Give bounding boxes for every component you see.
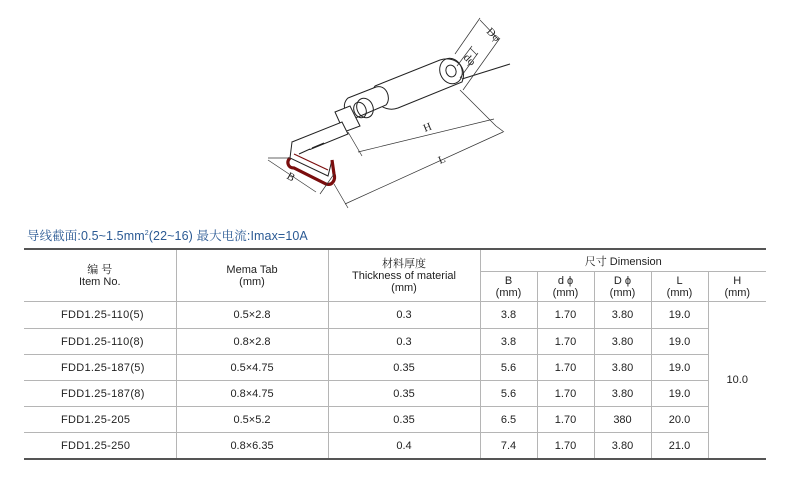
cell-item: FDD1.25-110(5) — [24, 302, 176, 329]
wire-spec-current: (22~16) 最大电流:Imax=10A — [148, 229, 308, 243]
header-L-label: L — [676, 274, 683, 287]
cell-d: 1.70 — [537, 433, 594, 460]
wire-spec-range: 导线截面:0.5~1.5mm — [27, 229, 145, 243]
cell-item: FDD1.25-187(8) — [24, 381, 176, 407]
header-tab-label: Mema Tab — [226, 263, 278, 276]
header-thickness — [328, 249, 480, 302]
cell-D: 3.80 — [594, 355, 651, 381]
cell-d: 1.70 — [537, 302, 594, 329]
cell-tab: 0.8×4.75 — [176, 381, 328, 407]
cell-item: FDD1.25-187(5) — [24, 355, 176, 381]
cell-D: 3.80 — [594, 381, 651, 407]
cell-d: 1.70 — [537, 407, 594, 433]
cell-tab: 0.5×5.2 — [176, 407, 328, 433]
header-col-d — [537, 272, 594, 302]
cell-B: 7.4 — [480, 433, 537, 460]
cell-B: 5.6 — [480, 381, 537, 407]
cell-L: 19.0 — [651, 302, 708, 329]
header-item-cn: 编 号 — [87, 263, 113, 276]
header-thk-en: Thickness of material — [352, 269, 456, 282]
header-H-label: H — [733, 274, 742, 287]
cell-d: 1.70 — [537, 355, 594, 381]
header-D-label: D ϕ — [613, 274, 632, 287]
table-row — [24, 355, 766, 381]
dim-label-D: Dφ — [483, 25, 503, 45]
cell-D: 3.80 — [594, 329, 651, 355]
terminal-drawing — [250, 8, 550, 213]
table-row — [24, 302, 766, 329]
header-thk-cn: 材料厚度 — [382, 257, 426, 270]
cell-D: 3.80 — [594, 433, 651, 460]
cell-L: 19.0 — [651, 329, 708, 355]
cell-B: 6.5 — [480, 407, 537, 433]
header-D-unit: (mm) — [609, 286, 636, 299]
header-col-H — [708, 272, 766, 302]
cell-item: FDD1.25-110(8) — [24, 329, 176, 355]
dim-label-L: L — [436, 153, 448, 167]
wire-spec-superscript: 2 — [144, 229, 149, 237]
cell-thickness: 0.4 — [328, 433, 480, 460]
cell-D: 380 — [594, 407, 651, 433]
cell-tab: 0.5×2.8 — [176, 302, 328, 329]
cell-B: 3.8 — [480, 302, 537, 329]
cell-d: 1.70 — [537, 381, 594, 407]
header-d-label: d ϕ — [557, 274, 574, 287]
dim-label-H: H — [421, 120, 434, 135]
table-row — [24, 329, 766, 355]
cell-thickness: 0.35 — [328, 381, 480, 407]
cell-L: 19.0 — [651, 355, 708, 381]
cell-B: 5.6 — [480, 355, 537, 381]
header-d-unit: (mm) — [552, 286, 579, 299]
header-tab-unit: (mm) — [239, 275, 265, 288]
table-row — [24, 407, 766, 433]
header-L-unit: (mm) — [666, 286, 693, 299]
cell-tab: 0.8×6.35 — [176, 433, 328, 460]
cell-d: 1.70 — [537, 329, 594, 355]
cell-L: 19.0 — [651, 381, 708, 407]
header-dimension: 尺寸 Dimension — [480, 249, 766, 272]
dim-label-B: B — [284, 170, 297, 185]
spec-table — [24, 248, 766, 460]
cell-L: 21.0 — [651, 433, 708, 460]
cell-thickness: 0.3 — [328, 302, 480, 329]
cell-thickness: 0.35 — [328, 407, 480, 433]
header-mema-tab — [176, 249, 328, 302]
header-col-L — [651, 272, 708, 302]
cell-D: 3.80 — [594, 302, 651, 329]
cell-L: 20.0 — [651, 407, 708, 433]
header-thk-unit: (mm) — [391, 281, 417, 294]
header-item-en: Item No. — [78, 275, 121, 288]
header-col-B — [480, 272, 537, 302]
cell-item: FDD1.25-205 — [24, 407, 176, 433]
header-B-label: B — [504, 274, 513, 287]
table-header-row — [24, 249, 766, 272]
cell-thickness: 0.3 — [328, 329, 480, 355]
header-item-no — [24, 249, 176, 302]
wire-spec-text — [27, 226, 308, 244]
cell-tab: 0.5×4.75 — [176, 355, 328, 381]
cell-H-merged: 10.0 — [708, 302, 766, 460]
table-row — [24, 381, 766, 407]
cell-B: 3.8 — [480, 329, 537, 355]
cell-thickness: 0.35 — [328, 355, 480, 381]
cell-tab: 0.8×2.8 — [176, 329, 328, 355]
header-col-D — [594, 272, 651, 302]
dim-label-d: dφ — [460, 51, 478, 69]
header-B-unit: (mm) — [495, 286, 522, 299]
header-H-unit: (mm) — [724, 286, 751, 299]
table-row — [24, 433, 766, 460]
cell-item: FDD1.25-250 — [61, 439, 131, 452]
